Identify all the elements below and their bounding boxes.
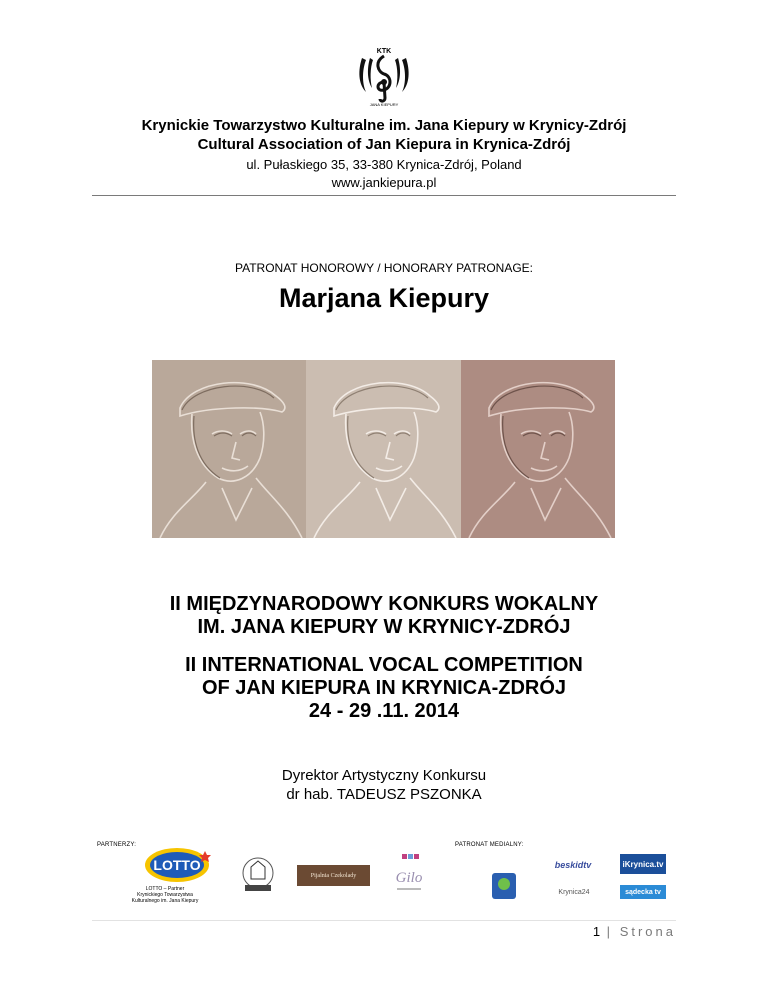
sadecka-tv-logo: sądecka tv: [620, 885, 666, 899]
lotto-caption-line3: Kulturalnego im. Jana Kiepury: [131, 898, 199, 904]
director-role: Dyrektor Artystyczny Konkursu: [281, 767, 487, 784]
organization-name-english: Cultural Association of Jan Kiepura in Krynica-Zdrój: [197, 136, 571, 153]
gilo-logo: [390, 852, 428, 898]
footer-word: Strona: [619, 924, 676, 939]
address: ul. Pułaskiego 35, 33-380 Krynica-Zdrój, Poland: [246, 157, 522, 172]
organization-name-polish: Krynickie Towarzystwo Kulturalne im. Jana Kiepury w Krynicy-Zdrój: [141, 117, 627, 134]
radio-logo: [491, 872, 517, 900]
lotto-logo-text: LOTTO: [153, 857, 201, 873]
beskidtv-logo: beskidtv: [554, 860, 592, 870]
director-name: dr hab. TADEUSZ PSZONKA: [286, 786, 482, 803]
lotto-caption-line1: LOTTO – Partner: [145, 886, 185, 892]
title-polish-line2: IM. JANA KIEPURY W KRYNICY-ZDRÓJ: [197, 616, 571, 638]
portrait-panel-1: [152, 360, 306, 538]
portrait-panel-2: [306, 360, 460, 538]
ikrynica-tv-logo: iKrynica.tv: [620, 854, 666, 874]
lotto-caption: [115, 886, 215, 904]
partners-label: PARTNERZY:: [97, 842, 137, 848]
header-divider: [92, 195, 676, 196]
svg-text:Gilo: Gilo: [395, 870, 423, 886]
title-english-line2: OF JAN KIEPURA IN KRYNICA-ZDRÓJ: [201, 677, 567, 699]
footer-separator: |: [606, 924, 614, 939]
krynica24-logo: Krynica24: [558, 888, 590, 896]
lotto-logo: [143, 845, 211, 885]
logo-text: KTK: [376, 48, 392, 55]
competition-dates: 24 - 29 .11. 2014: [308, 700, 460, 722]
portrait-panel-3: [461, 360, 615, 538]
portrait-triptych: [152, 360, 615, 538]
patronage-label: PATRONAT HONOROWY / HONORARY PATRONAGE:: [234, 261, 534, 275]
page-footer: [593, 924, 676, 939]
patron-name: Marjana Kiepury: [278, 283, 490, 313]
page-number: 1: [592, 924, 601, 939]
website-link[interactable]: www.jankiepura.pl: [331, 175, 437, 190]
footer-divider: [92, 920, 676, 921]
lotto-caption-line2: Krynickiego Towarzystwa: [137, 892, 193, 898]
pijalnia-czekolady-logo: Pijalnia Czekolady: [297, 865, 370, 886]
title-polish-line1: II MIĘDZYNARODOWY KONKURS WOKALNY: [169, 593, 599, 615]
ktk-logo: [352, 44, 416, 108]
media-patronage-label: PATRONAT MEDIALNY:: [455, 842, 524, 848]
logo-subtext: JANA KIEPURY: [369, 102, 399, 107]
krynicka-crest-logo: [237, 855, 279, 895]
title-english-line1: II INTERNATIONAL VOCAL COMPETITION: [185, 654, 583, 676]
